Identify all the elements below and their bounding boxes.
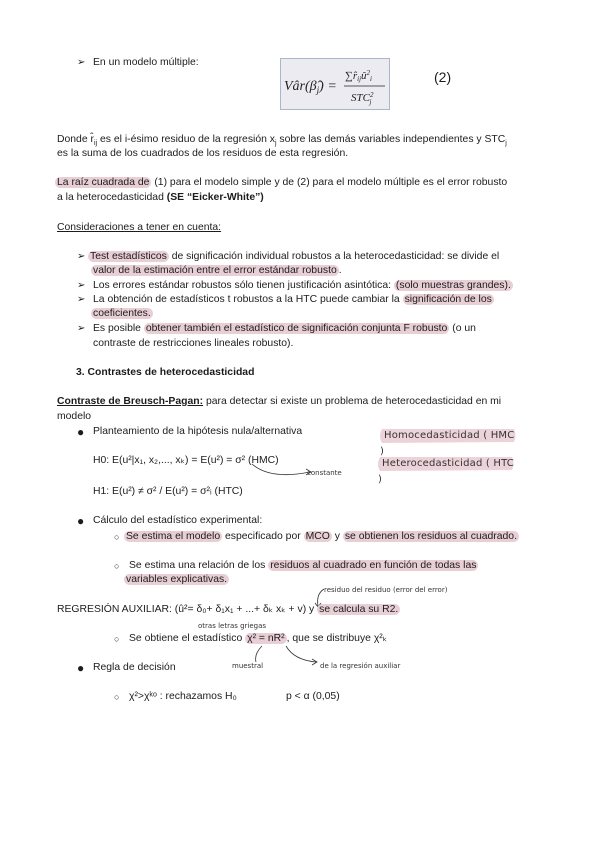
svg-text:Vâr(β̂j) = bbox=[284, 79, 337, 95]
note-greek: otras letras griegas bbox=[198, 622, 267, 630]
circle-bullet-icon: ○ bbox=[114, 532, 120, 542]
consideration-4-line-2: contraste de restricciones lineales robusto). bbox=[93, 338, 294, 349]
arrow-bullet-icon: ➢ bbox=[77, 294, 86, 305]
h1-line: H1: E(u²) ≠ σ² / E(u²) = σ²ᵢ (HTC) bbox=[93, 486, 243, 497]
section-title: 3. Contrastes de heterocedasticidad bbox=[76, 367, 255, 378]
svg-text:∑r̂ijû2i bbox=[345, 69, 372, 83]
step-3: Se obtiene el estadístico χ² = nR² , que se distribuye χ²ₖ bbox=[129, 633, 388, 644]
bullet-dot-icon: ● bbox=[77, 514, 85, 528]
rule-a: χ²>χᵏᵒ : rechazamos H₀ bbox=[129, 691, 237, 702]
formula-den: STC bbox=[351, 92, 370, 104]
step-2-line-1: Se estima una relación de los residuos al cuadrado en función de todas las bbox=[129, 560, 477, 571]
rule-b: p < α (0,05) bbox=[286, 691, 340, 702]
formula-num: ∑r̂ bbox=[345, 70, 358, 82]
formula-num-sub: ij bbox=[357, 75, 362, 83]
paragraph-line-2: a la heterocedasticidad (SE “Eicker-White”) bbox=[57, 192, 264, 203]
note-constante: constante bbox=[307, 469, 342, 477]
note-residuo: residuo del residuo (error del error) bbox=[324, 586, 448, 594]
formula-num-sup: 2 bbox=[366, 69, 371, 77]
formula-sub: j bbox=[316, 85, 320, 95]
consideration-3-line-1: La obtención de estadísticos t robustos a la HTC puede cambiar la significación de los bbox=[93, 294, 492, 305]
where-line-1: Donde $r̂_{ij}$ es el i-ésimo residuo de la regresión $x_j$ sobre las demás variables independientes y $STC_j$ bbox=[57, 134, 507, 148]
constante-arrow bbox=[250, 462, 360, 492]
svg-text:STC2j bbox=[351, 91, 374, 106]
formula-lhs: Vâr(β̂ bbox=[284, 79, 317, 94]
step-1: Se estima el modelo especificado por MCO y se obtienen los residuos al cuadrado. bbox=[126, 531, 517, 542]
note-aux: de la regresión auxiliar bbox=[320, 662, 401, 670]
arrow-bullet-icon: ➢ bbox=[77, 251, 86, 262]
consideration-1-line-2: valor de la estimación entre el error estándar robusto . bbox=[93, 265, 342, 276]
equation-number: (2) bbox=[434, 69, 452, 85]
hmc-tag: Homocedasticidad ( HMC ) bbox=[380, 428, 518, 444]
rule-title: Regla de decisión bbox=[93, 662, 176, 673]
considerations-title: Consideraciones a tener en cuenta: bbox=[57, 222, 222, 233]
circle-bullet-icon: ○ bbox=[114, 692, 120, 702]
bp-line-1: Contraste de Breusch-Pagan: para detectar si existe un problema de heterocedasticidad en mi bbox=[57, 396, 502, 407]
consideration-2: Los errores estándar robustos sólo tienen justificación asintótica: (solo muestras grandes). bbox=[93, 280, 511, 291]
note-muestral: muestral bbox=[232, 662, 264, 670]
arrow-bullet-icon: ➢ bbox=[77, 323, 86, 334]
consideration-1-line-1: Test estadísticos de significación individual robustos a la heterocedasticidad: se divide el bbox=[90, 251, 500, 262]
bp-line-2: modelo bbox=[57, 411, 92, 422]
formula-num-rest: û bbox=[361, 70, 367, 82]
consideration-3-line-2: coeficientes. bbox=[93, 308, 151, 319]
bullet-dot-icon: ● bbox=[77, 425, 85, 439]
calc-title: Cálculo del estadístico experimental: bbox=[93, 515, 263, 526]
where-line-2: es la suma de los cuadrados de los residuos de esta regresión. bbox=[57, 148, 349, 159]
hypothesis-title: Planteamiento de la hipótesis nula/alternativa bbox=[93, 426, 303, 437]
bullet-multiple-text: En un modelo múltiple: bbox=[93, 57, 199, 68]
consideration-4-line-1: Es posible obtener también el estadístico de significación conjunta F robusto (o un bbox=[93, 323, 476, 334]
htc-tag: Heterocedasticidad ( HTC ) bbox=[378, 456, 516, 472]
circle-bullet-icon: ○ bbox=[114, 634, 120, 644]
bullet-dot-icon: ● bbox=[77, 661, 85, 675]
step-2-line-2: variables explicativas. bbox=[126, 574, 228, 585]
formula-rhs: ) = bbox=[319, 79, 337, 94]
muestral-arrow bbox=[250, 644, 330, 674]
highlight-raiz: La raíz cuadrada de bbox=[57, 177, 150, 188]
formula-den-sup: 2 bbox=[369, 91, 374, 99]
aux-regression: REGRESIÓN AUXILIAR: (û²= δ₀+ δ₁x₁ + ...+ δₖ xₖ + v) y se calcula su R2. bbox=[57, 604, 399, 615]
formula-graphic bbox=[281, 59, 389, 109]
h0-line: H0: E(u²|x₁, x₂,..., xₖ) = E(u²) = σ² (HMC) bbox=[93, 455, 279, 466]
circle-bullet-icon: ○ bbox=[114, 561, 120, 571]
arrow-bullet-icon: ➢ bbox=[77, 57, 86, 68]
variance-formula bbox=[280, 58, 390, 110]
paragraph-line-1: La raíz cuadrada de (1) para el modelo simple y de (2) para el modelo múltiple es el error robusto bbox=[57, 177, 508, 188]
arrow-bullet-icon: ➢ bbox=[77, 280, 86, 291]
formula-den-sub: j bbox=[369, 98, 372, 106]
formula-num-sub2: i bbox=[370, 75, 372, 83]
